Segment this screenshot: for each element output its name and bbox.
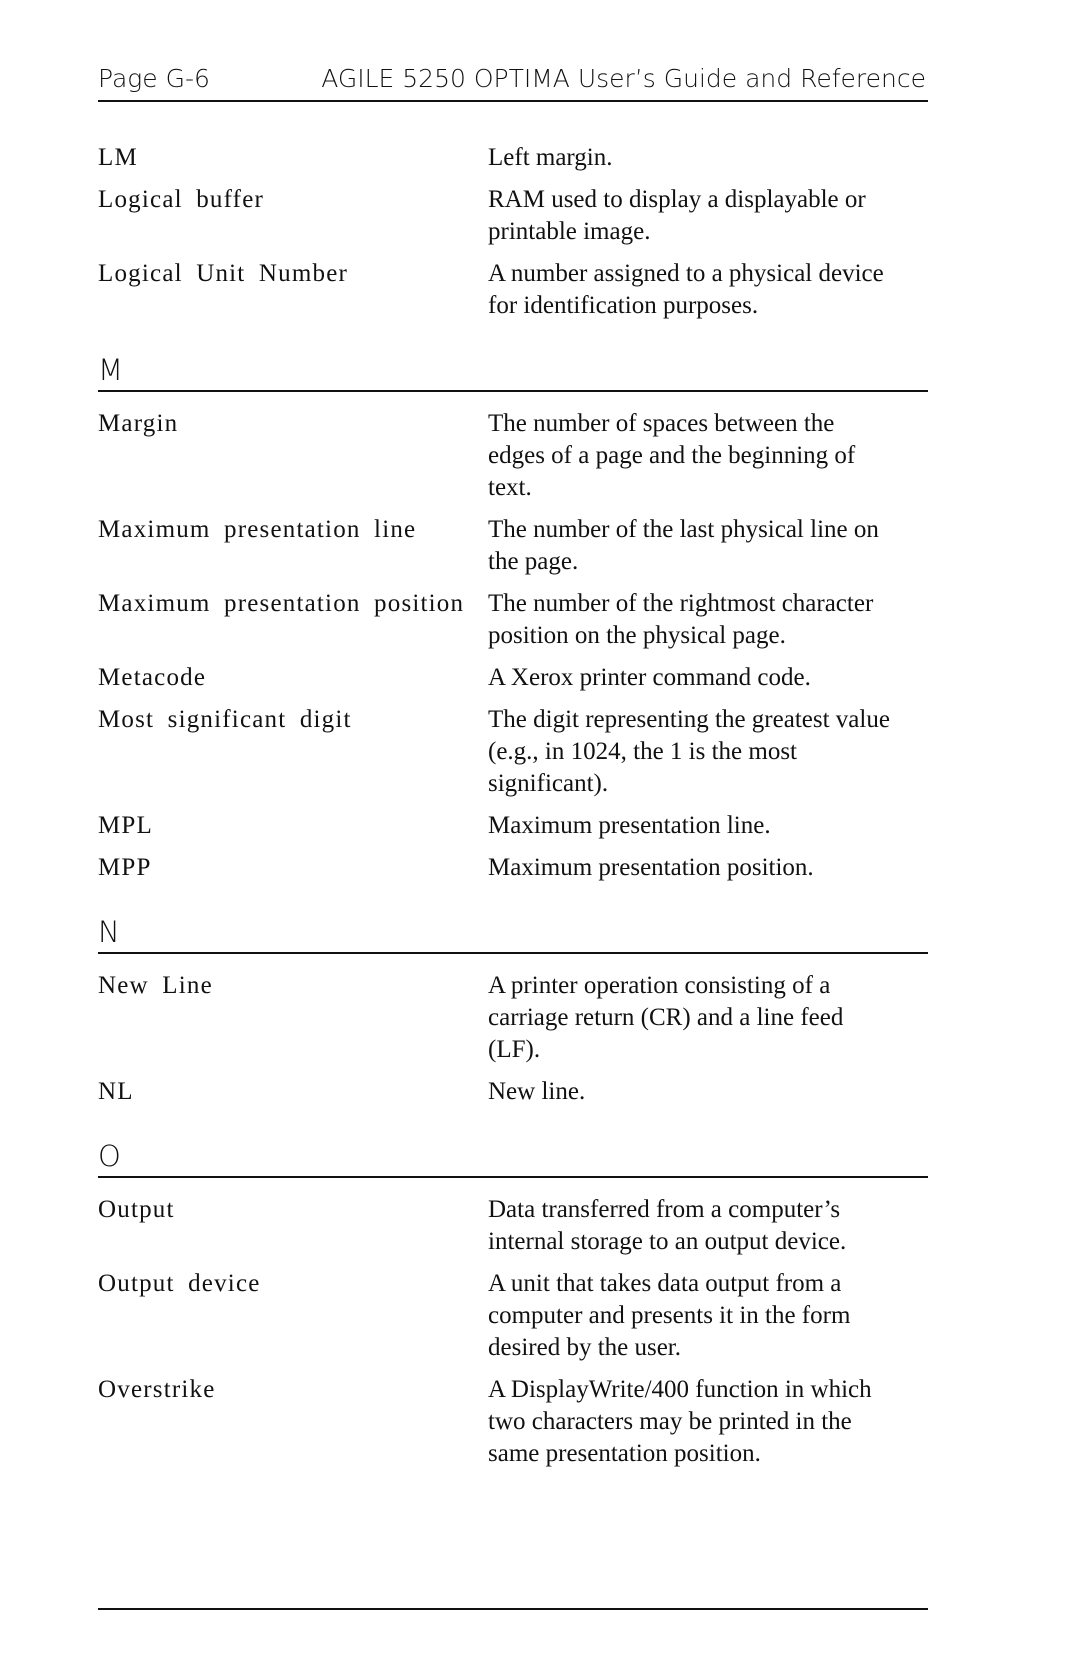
glossary-definition: A unit that takes data output from a computer and presents it in the form desired by the user. — [488, 1270, 851, 1361]
glossary-definition: New line. — [488, 1078, 586, 1105]
glossary-term: Most significant digit — [98, 706, 352, 733]
glossary-term: MPL — [98, 812, 154, 839]
glossary-definition: Left margin. — [488, 144, 613, 171]
page-number: Page G-6 — [98, 64, 210, 93]
glossary-definition: The number of spaces between the edges of a page and the beginning of text. — [488, 410, 856, 501]
glossary-term: Logical Unit Number — [98, 260, 349, 287]
footer-rule — [98, 1608, 928, 1610]
glossary-definition: Maximum presentation position. — [488, 854, 814, 881]
glossary-term: Metacode — [98, 664, 207, 691]
glossary-definition: Maximum presentation line. — [488, 812, 771, 839]
glossary-entry — [98, 258, 928, 322]
section-letter-heading: M — [98, 352, 928, 392]
glossary-term: MPP — [98, 854, 152, 881]
glossary-term: Output — [98, 1196, 175, 1223]
glossary-entry — [98, 1374, 928, 1470]
section-letter-heading: N — [98, 914, 928, 954]
glossary-entry — [98, 852, 928, 884]
glossary-definition: A Xerox printer command code. — [488, 664, 811, 691]
glossary-definition: The digit representing the greatest value (e.g., in 1024, the 1 is the most significant). — [488, 706, 890, 797]
glossary-definition: Data transferred from a computer’s internal storage to an output device. — [488, 1196, 847, 1255]
glossary-entry — [98, 970, 928, 1066]
glossary-entry — [98, 1268, 928, 1364]
glossary-term: Maximum presentation line — [98, 516, 417, 543]
glossary-term: Output device — [98, 1270, 261, 1297]
glossary-definition: A number assigned to a physical device for identification purposes. — [488, 260, 884, 319]
glossary-entry — [98, 1194, 928, 1258]
glossary-entry — [98, 408, 928, 504]
glossary-term: Logical buffer — [98, 186, 265, 213]
glossary-definition: A printer operation consisting of a carriage return (CR) and a line feed (LF). — [488, 972, 844, 1063]
glossary-term: LM — [98, 144, 138, 171]
glossary-term: New Line — [98, 972, 213, 999]
glossary-entry — [98, 662, 928, 694]
glossary-definition: A DisplayWrite/400 function in which two characters may be printed in the same presentation position. — [488, 1376, 872, 1467]
glossary-entry — [98, 588, 928, 652]
glossary-definition: RAM used to display a displayable or printable image. — [488, 186, 866, 245]
glossary-entry — [98, 514, 928, 578]
glossary-entry — [98, 1076, 928, 1108]
document-title: AGILE 5250 OPTIMA User’s Guide and Reference — [321, 64, 926, 93]
glossary-term: Maximum presentation position — [98, 590, 465, 617]
glossary-entry — [98, 810, 928, 842]
glossary-list — [98, 142, 928, 1480]
glossary-term: Margin — [98, 410, 179, 437]
glossary-definition: The number of the last physical line on the page. — [488, 516, 879, 575]
running-header — [98, 64, 928, 102]
glossary-term: Overstrike — [98, 1376, 216, 1403]
section-letter-heading: O — [98, 1138, 928, 1178]
glossary-definition: The number of the rightmost character position on the physical page. — [488, 590, 874, 649]
glossary-term: NL — [98, 1078, 134, 1105]
glossary-entry — [98, 184, 928, 248]
glossary-entry — [98, 704, 928, 800]
glossary-entry — [98, 142, 928, 174]
